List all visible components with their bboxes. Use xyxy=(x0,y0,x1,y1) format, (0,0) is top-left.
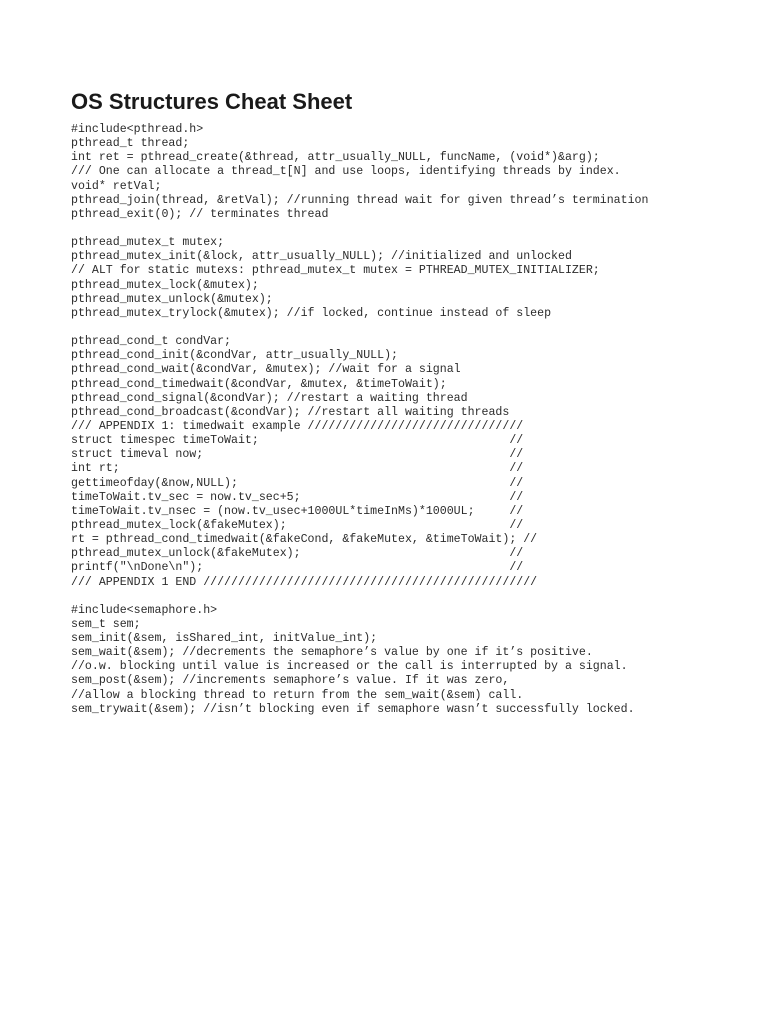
page-title: OS Structures Cheat Sheet xyxy=(71,89,353,114)
code-line: //allow a blocking thread to return from the sem_wait(&sem) call. xyxy=(71,688,524,702)
code-line: pthread_mutex_unlock(&fakeMutex); // xyxy=(71,547,524,561)
code-line: pthread_cond_timedwait(&condVar, &mutex, &timeToWait); xyxy=(71,377,447,391)
code-line: /// One can allocate a thread_t[N] and use loops, identifying threads by index. xyxy=(71,165,621,179)
code-line: timeToWait.tv_nsec = (now.tv_usec+1000UL*timeInMs)*1000UL; // xyxy=(71,504,524,518)
code-line: pthread_mutex_trylock(&mutex); //if locked, continue instead of sleep xyxy=(71,306,552,320)
code-line: struct timeval now; // xyxy=(71,448,524,462)
code-line: timeToWait.tv_sec = now.tv_sec+5; // xyxy=(71,490,524,504)
code-line: pthread_mutex_lock(&mutex); xyxy=(71,278,259,292)
code-line: pthread_cond_t condVar; xyxy=(71,335,232,349)
code-line: int rt; // xyxy=(71,462,524,476)
code-block xyxy=(71,123,648,717)
code-line: pthread_cond_init(&condVar, attr_usually_NULL); xyxy=(71,349,398,363)
code-line: pthread_mutex_lock(&fakeMutex); // xyxy=(71,518,524,532)
code-line: sem_post(&sem); //increments semaphore’s value. If it was zero, xyxy=(71,674,510,688)
code-line: #include<pthread.h> xyxy=(71,123,204,136)
blank-line xyxy=(71,321,648,335)
code-line: pthread_mutex_init(&lock, attr_usually_NULL); //initialized and unlocked xyxy=(71,250,572,264)
code-line: #include<semaphore.h> xyxy=(71,603,218,617)
code-line: sem_trywait(&sem); //isn’t blocking even if semaphore wasn’t successfully locked. xyxy=(71,702,635,716)
code-line: sem_wait(&sem); //decrements the semaphore’s value by one if it’s positive. xyxy=(71,646,593,660)
code-line: pthread_cond_broadcast(&condVar); //restart all waiting threads xyxy=(71,405,510,419)
blank-line xyxy=(71,590,648,604)
code-line: sem_init(&sem, isShared_int, initValue_int); xyxy=(71,632,378,646)
code-line: int ret = pthread_create(&thread, attr_usually_NULL, funcName, (void*)&arg); xyxy=(71,151,600,165)
code-line: sem_t sem; xyxy=(71,617,141,631)
code-line: //o.w. blocking until value is increased or the call is interrupted by a signal. xyxy=(71,660,628,674)
code-line: pthread_mutex_t mutex; xyxy=(71,236,225,250)
code-line: pthread_exit(0); // terminates thread xyxy=(71,207,329,221)
code-line: /// APPENDIX 1: timedwait example /////////////////////////////// xyxy=(71,419,524,433)
code-line: pthread_cond_wait(&condVar, &mutex); //wait for a signal xyxy=(71,363,461,377)
blank-line xyxy=(71,222,648,236)
code-line: void* retVal; xyxy=(71,179,162,193)
code-line: pthread_cond_signal(&condVar); //restart a waiting thread xyxy=(71,391,468,405)
code-line: // ALT for static mutexs: pthread_mutex_t mutex = PTHREAD_MUTEX_INITIALIZER; xyxy=(71,264,600,278)
code-line: pthread_mutex_unlock(&mutex); xyxy=(71,292,273,306)
code-line: pthread_t thread; xyxy=(71,137,190,151)
code-line: gettimeofday(&now,NULL); // xyxy=(71,476,524,490)
code-line: rt = pthread_cond_timedwait(&fakeCond, &fakeMutex, &timeToWait); // xyxy=(71,533,538,547)
code-line: /// APPENDIX 1 END //////////////////////////////////////////////// xyxy=(71,575,538,589)
code-line: printf("\nDone\n"); // xyxy=(71,561,524,575)
code-line: struct timespec timeToWait; // xyxy=(71,434,524,448)
code-line: pthread_join(thread, &retVal); //running thread wait for given thread’s termination xyxy=(71,193,649,207)
